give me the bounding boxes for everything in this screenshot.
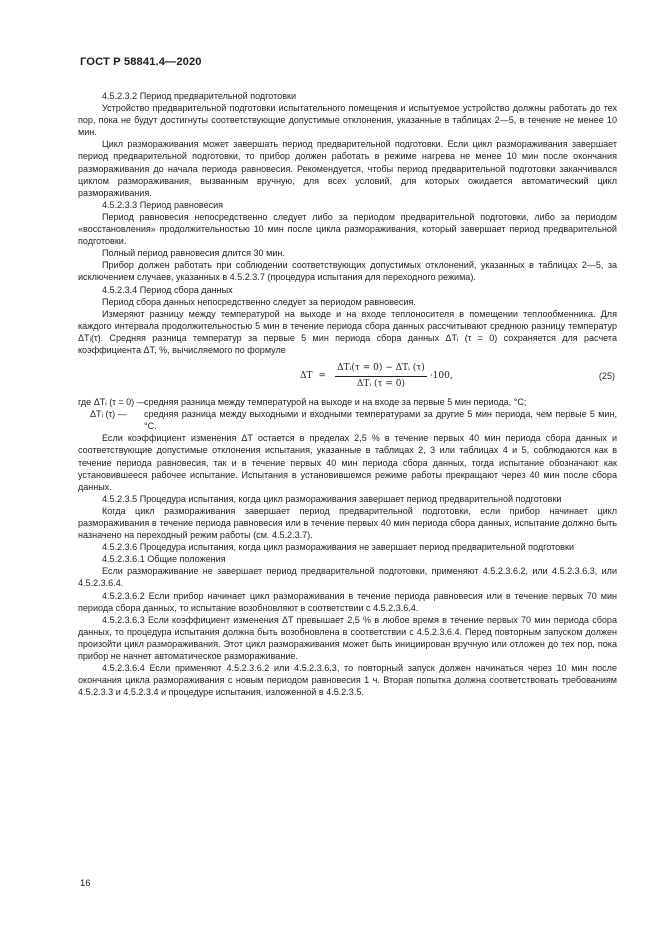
formula-tail: ·100,	[429, 371, 453, 382]
section-heading: 4.5.2.3.6.1 Общие положения	[102, 554, 226, 565]
where-item	[78, 396, 617, 408]
paragraph: Измеряют разницу между температурой на выходе и на входе теплоносителя в помещении теплообменника. Для каждого интервала продолжительностью 5 мин в течение периода сбора данных рассчитывают среднюю разницу температур ΔTᵢ(τ). Средняя разница температур за первые 5 мин периода сбора данных ΔTᵢ (τ = 0) сохраняется для расчета коэффициента ΔT, %, вычисляемого по формуле	[78, 308, 617, 355]
formula-denominator: ΔTᵢ (τ = 0)	[356, 378, 406, 389]
section-heading: 4.5.2.3.4 Период сбора данных	[102, 284, 233, 295]
formula-equals: =	[318, 371, 327, 382]
section-heading: 4.5.2.3.3 Период равновесия	[102, 199, 224, 210]
paragraph: Устройство предварительной подготовки испытательного помещения и испытуемое устройство должны работать до тех пор, пока не будут достигнуты соответствующие допустимые отклонения, указанные в таблицах 2—5, в течение не менее 10 мин.	[78, 103, 617, 138]
where-list	[78, 396, 617, 432]
where-item	[78, 408, 617, 432]
paragraph: Прибор должен работать при соблюдении соответствующих допустимых отклонений, указанных в таблицах 2—5, за исключением случаев, указанных в 4.5.2.3.7 (процедура испытания для переходного режима).	[78, 260, 617, 283]
where-symbol: где ΔTᵢ (τ = 0) —	[78, 397, 146, 408]
section-heading: 4.5.2.3.5 Процедура испытания, когда цикл размораживания завершает период предварительной подготовки	[102, 493, 562, 504]
paragraph: Период равновесия непосредственно следует либо за периодом предварительной подготовки, либо за периодом «восстановления» продолжительностью 10 мин после цикла размораживания, который завершает период предварительной подготовки.	[78, 211, 617, 247]
paragraph: Полный период равновесия длится 30 мин.	[102, 248, 285, 259]
paragraph: Период сбора данных непосредственно следует за периодом равновесия.	[102, 296, 416, 307]
where-text: средняя разница между температурой на выходе и на входе за первые 5 мин периода, °C;	[144, 397, 527, 408]
section-heading: 4.5.2.3.2 Период предварительной подготовки	[102, 91, 297, 101]
section-heading: 4.5.2.3.6 Процедура испытания, когда цикл размораживания не завершает период предварительной подготовки	[102, 542, 574, 553]
page-number: 16	[80, 878, 91, 889]
paragraph: Цикл размораживания может завершать период предварительной подготовки. Если цикл размораживания завершает период предварительной подготовки, то прибор должен работать в режиме нагрева не менее 10 мин после окончания размораживания до начала периода равновесия. Рекомендуется, чтобы период предварительной подготовки заканчивался циклом размораживания, вызванным вручную, для всех условий, для которых ожидается автоматический цикл размораживания.	[78, 139, 617, 198]
paragraph: 4.5.2.3.6.4 Если применяют 4.5.2.3.6.2 или 4.5.2.3.6.3, то повторный запуск должен начинаться через 10 мин после окончания цикла размораживания с новым периодом равновесия 1 ч. Вторая попытка должна соответствовать требованиям 4.5.2.3.3 и 4.5.2.3.4 и процедуре испытания, изложенной в 4.5.2.3.5.	[78, 663, 617, 698]
document-header: ГОСТ Р 58841.4—2020	[80, 56, 202, 68]
formula-number: (25)	[598, 371, 615, 382]
formula-expression	[300, 361, 453, 391]
formula-25	[78, 359, 617, 394]
where-symbol: ΔTᵢ (τ) —	[90, 409, 127, 420]
formula-lhs: ΔT	[300, 371, 313, 382]
paragraph: 4.5.2.3.6.3 Если коэффициент изменения ΔT превышает 2,5 % в любое время в течение первых 70 мин периода сбора данных, то процедура испытания должна быть возобновлена в соответствии с 4.5.2.3.6.4. Перед повторным запуском должен произойти цикл размораживания. Этот цикл размораживания может быть инициирован вручную или отложен до тех пор, пока прибор не начнет автоматическое размораживание.	[78, 614, 617, 662]
paragraph: Если размораживание не завершает период предварительной подготовки, применяют 4.5.2.3.6.2, или 4.5.2.3.6.3, или 4.5.2.3.6.4.	[78, 566, 617, 589]
paragraph: Если коэффициент изменения ΔT остается в пределах 2,5 % в течение первых 40 мин периода сбора данных и соответствующие допустимые отклонения испытания, указанные в таблицах 2, 3 или таблицах 4 и 5, соблюдаются как в течение периода равновесия, так и в течение первых 40 мин периода сбора данных, тогда испытание обозначают как установившееся рабочее испытание. Испытания в установившемся режиме работы прекращают через 40 мин после сбора данных.	[78, 433, 617, 492]
where-text: средняя разница между выходными и входными температурами за другие 5 мин периода, чем первые 5 мин, °C.	[144, 409, 617, 432]
formula-fraction	[335, 362, 427, 389]
paragraph: Когда цикл размораживания завершает период предварительной подготовки, если прибор начинает цикл размораживания в течение периода равновесия или в течение первых 40 мин периода сбора данных, испытание должно быть назначено на переходный режим работы (см. 4.5.2.3.7).	[78, 505, 617, 541]
formula-numerator: ΔTᵢ(τ = 0) − ΔTᵢ (τ)	[335, 362, 427, 376]
paragraph: 4.5.2.3.6.2 Если прибор начинает цикл размораживания в течение периода равновесия или в течение первых 70 мин периода сбора данных, то испытание возобновляют в соответствии с 4.5.2.3.6.4.	[78, 590, 617, 613]
document-body	[78, 90, 617, 698]
